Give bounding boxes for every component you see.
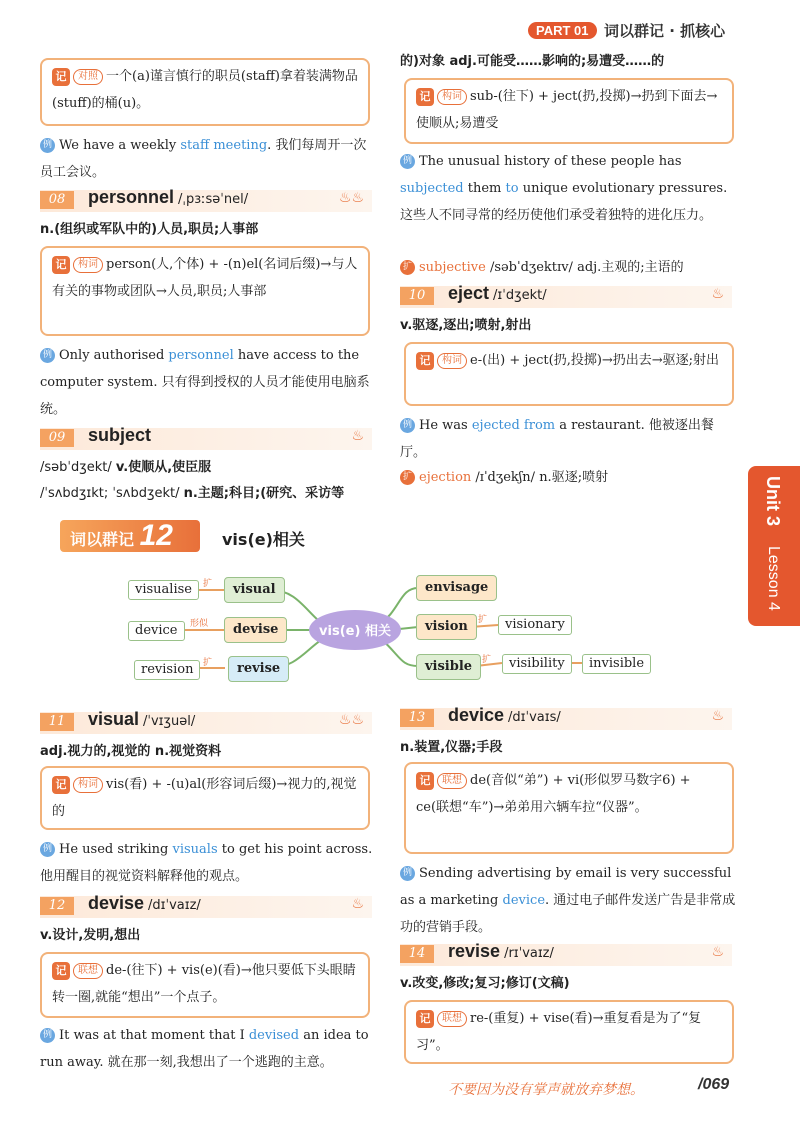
word-number: 13 [400, 709, 434, 727]
example-sentence: 例 Only authorised personnel have access to the computer system. 只有得到授权的人员才能使用电脑系统。 [40, 348, 370, 417]
word-number: 09 [40, 429, 74, 447]
definition: v.改变,修改;复习;修订(文稿) [400, 976, 570, 991]
example-sentence: 例 The unusual history of these people has subjected them to unique evolutionary pressures. 这些人不同寻常的经历使他们承受着独特的进化压力。 [400, 154, 728, 223]
staff-example: 例 We have a weekly staff meeting. 我们每周开一次员工会议。 [40, 138, 367, 180]
node-visual: visual [224, 577, 285, 603]
word-header-devise [40, 893, 372, 918]
footer-motto: 不要因为没有掌声就放弃梦想。 [448, 1082, 644, 1098]
headword: subject [88, 425, 152, 445]
definition-cont: 的)对象 adj.可能受……影响的;易遭受……的 [400, 54, 665, 69]
tip-icon: 记 [416, 352, 434, 370]
headword: eject /ɪˈdʒekt/ [448, 283, 547, 303]
box-tag: 构词 [437, 353, 467, 369]
mindmap-center: vis(e) 相关 [319, 624, 391, 639]
box-tag: 联想 [73, 963, 103, 979]
page-number: /069 [698, 1076, 730, 1093]
relation-label: 形似 [190, 619, 209, 629]
box-text: vis(看) + -(u)al(形容词后缀)→视力的,视觉的 [52, 777, 357, 819]
tip-icon: 记 [416, 772, 434, 790]
word-number: 11 [40, 713, 74, 731]
word-header-device [400, 705, 732, 730]
relation-label: 扩 [482, 655, 492, 665]
staff-compare-box [40, 58, 370, 126]
headword: personnel /ˌpɜːsəˈnel/ [88, 187, 249, 207]
example-icon: 例 [40, 842, 55, 857]
box-text: sub-(往下) + ject(扔,投掷)→扔到下面去→使顺从;易遭受 [416, 89, 718, 131]
word-header-eject [400, 283, 732, 308]
etymology-box [40, 766, 370, 830]
relation-label: 扩 [478, 615, 488, 625]
group-subtitle: vis(e)相关 [222, 530, 305, 549]
relation-label: 扩 [203, 658, 213, 668]
box-text: person(人,个体) + -(n)el(名词后缀)→与人有关的事物或团队→人员,职员;人事部 [52, 257, 358, 299]
header-title: 词以群记 · 抓核心 [604, 22, 726, 40]
tip-icon: 记 [416, 1010, 434, 1028]
keyword: staff meeting [180, 138, 268, 153]
flame-icon: ♨♨ [338, 712, 364, 728]
box-tag: 联想 [437, 1011, 467, 1027]
lesson-label: Lesson 4 [765, 546, 782, 611]
example-sentence: 例 He was ejected from a restaurant. 他被逐出餐厅。 [400, 418, 714, 460]
box-tag: 构词 [73, 257, 103, 273]
part-badge: PART 01 [528, 22, 597, 39]
box-tag: 构词 [73, 777, 103, 793]
node-invisible: invisible [582, 654, 651, 674]
extend-icon: 扩 [400, 260, 415, 275]
headword: device /dɪˈvaɪs/ [448, 705, 561, 725]
definition: v.驱逐,逐出;喷射,射出 [400, 318, 532, 333]
box-tag: 对照 [73, 69, 103, 85]
example-sentence: 例 Sending advertising by email is very successful as a marketing device. 通过电子邮件发送广告是非常成功的营销手段。 [400, 866, 736, 935]
group-banner: 词以群记 12 [60, 520, 200, 552]
flame-icon: ♨ [711, 708, 724, 724]
definition: n.装置,仪器;手段 [400, 740, 503, 755]
node-revision: revision [134, 660, 200, 680]
flame-icon: ♨ [351, 896, 364, 912]
box-text: de(音似“弟”) + vi(形似罗马数字6) + ce(联想“车”)→弟弟用六辆车拉“仪器”。 [416, 773, 691, 815]
tip-icon: 记 [52, 68, 70, 86]
word-header-visual [40, 709, 372, 734]
example-sentence: 例 He used striking visuals to get his point across. 他用醒目的视觉资料解释他的观点。 [40, 842, 373, 884]
box-text: e-(出) + ject(扔,投掷)→扔出去→驱逐;射出 [470, 353, 720, 368]
word-header-revise [400, 941, 732, 966]
example-icon: 例 [40, 138, 55, 153]
node-devise: devise [224, 617, 287, 643]
flame-icon: ♨ [351, 428, 364, 444]
flame-icon: ♨ [711, 944, 724, 960]
keyword: personnel [168, 348, 234, 363]
definition: adj.视力的,视觉的 n.视觉资料 [40, 744, 222, 759]
word-number: 10 [400, 287, 434, 305]
headword: revise /rɪˈvaɪz/ [448, 941, 554, 961]
node-revise: revise [228, 656, 289, 682]
box-text: de-(往下) + vis(e)(看)→他只要低下头眼睛转一圈,就能“想出”一个点子。 [52, 963, 356, 1005]
definition-verb: /səbˈdʒekt/ v.使顺从,使臣服 [40, 460, 212, 475]
node-visionary: visionary [498, 615, 572, 635]
extend-icon: 扩 [400, 470, 415, 485]
etymology-box [404, 342, 734, 406]
flame-icon: ♨♨ [338, 190, 364, 206]
relation-label: 扩 [203, 579, 213, 589]
word-number: 08 [40, 191, 74, 209]
node-visualise: visualise [128, 580, 199, 600]
definition-noun: /ˈsʌbdʒɪkt; ˈsʌbdʒekt/ n.主题;科目;(研究、采访等 [40, 486, 345, 501]
definition: v.设计,发明,想出 [40, 928, 141, 943]
node-vision: vision [416, 614, 477, 640]
example-icon: 例 [400, 154, 415, 169]
word-header-personnel [40, 187, 372, 212]
headword: devise /dɪˈvaɪz/ [88, 893, 201, 913]
box-text: 一个(a)谨言慎行的职员(staff)拿着装满物品(stuff)的桶(u)。 [52, 69, 358, 111]
example-icon: 例 [40, 1028, 55, 1043]
tip-icon: 记 [52, 962, 70, 980]
word-header-subject [40, 425, 372, 450]
headword: visual /ˈvɪʒuəl/ [88, 709, 196, 729]
etymology-box [404, 1000, 734, 1064]
definition: n.(组织或军队中的)人员,职员;人事部 [40, 222, 259, 237]
box-tag: 联想 [437, 773, 467, 789]
node-visibility: visibility [502, 654, 572, 674]
extension: 扩 subjective /səbˈdʒektɪv/ adj.主观的;主语的 [400, 254, 732, 281]
example-icon: 例 [400, 866, 415, 881]
box-tag: 构词 [437, 89, 467, 105]
etymology-box [404, 78, 734, 144]
example-sentence: 例 It was at that moment that I devised an idea to run away. 就在那一刻,我想出了一个逃跑的主意。 [40, 1028, 369, 1070]
node-visible: visible [416, 654, 481, 680]
etymology-box [40, 246, 370, 336]
example-icon: 例 [40, 348, 55, 363]
unit-label: Unit 3 [763, 476, 783, 527]
etymology-box [40, 952, 370, 1018]
etymology-box [404, 762, 734, 854]
extension: 扩 ejection /ɪˈdʒekʃn/ n.驱逐;喷射 [400, 464, 732, 491]
node-envisage: envisage [416, 575, 497, 601]
tip-icon: 记 [52, 256, 70, 274]
tip-icon: 记 [416, 88, 434, 106]
word-number: 14 [400, 945, 434, 963]
box-text: re-(重复) + vise(看)→重复看是为了“复习”。 [416, 1011, 702, 1053]
example-icon: 例 [400, 418, 415, 433]
flame-icon: ♨ [711, 286, 724, 302]
word-number: 12 [40, 897, 74, 915]
node-device: device [128, 621, 185, 641]
tip-icon: 记 [52, 776, 70, 794]
